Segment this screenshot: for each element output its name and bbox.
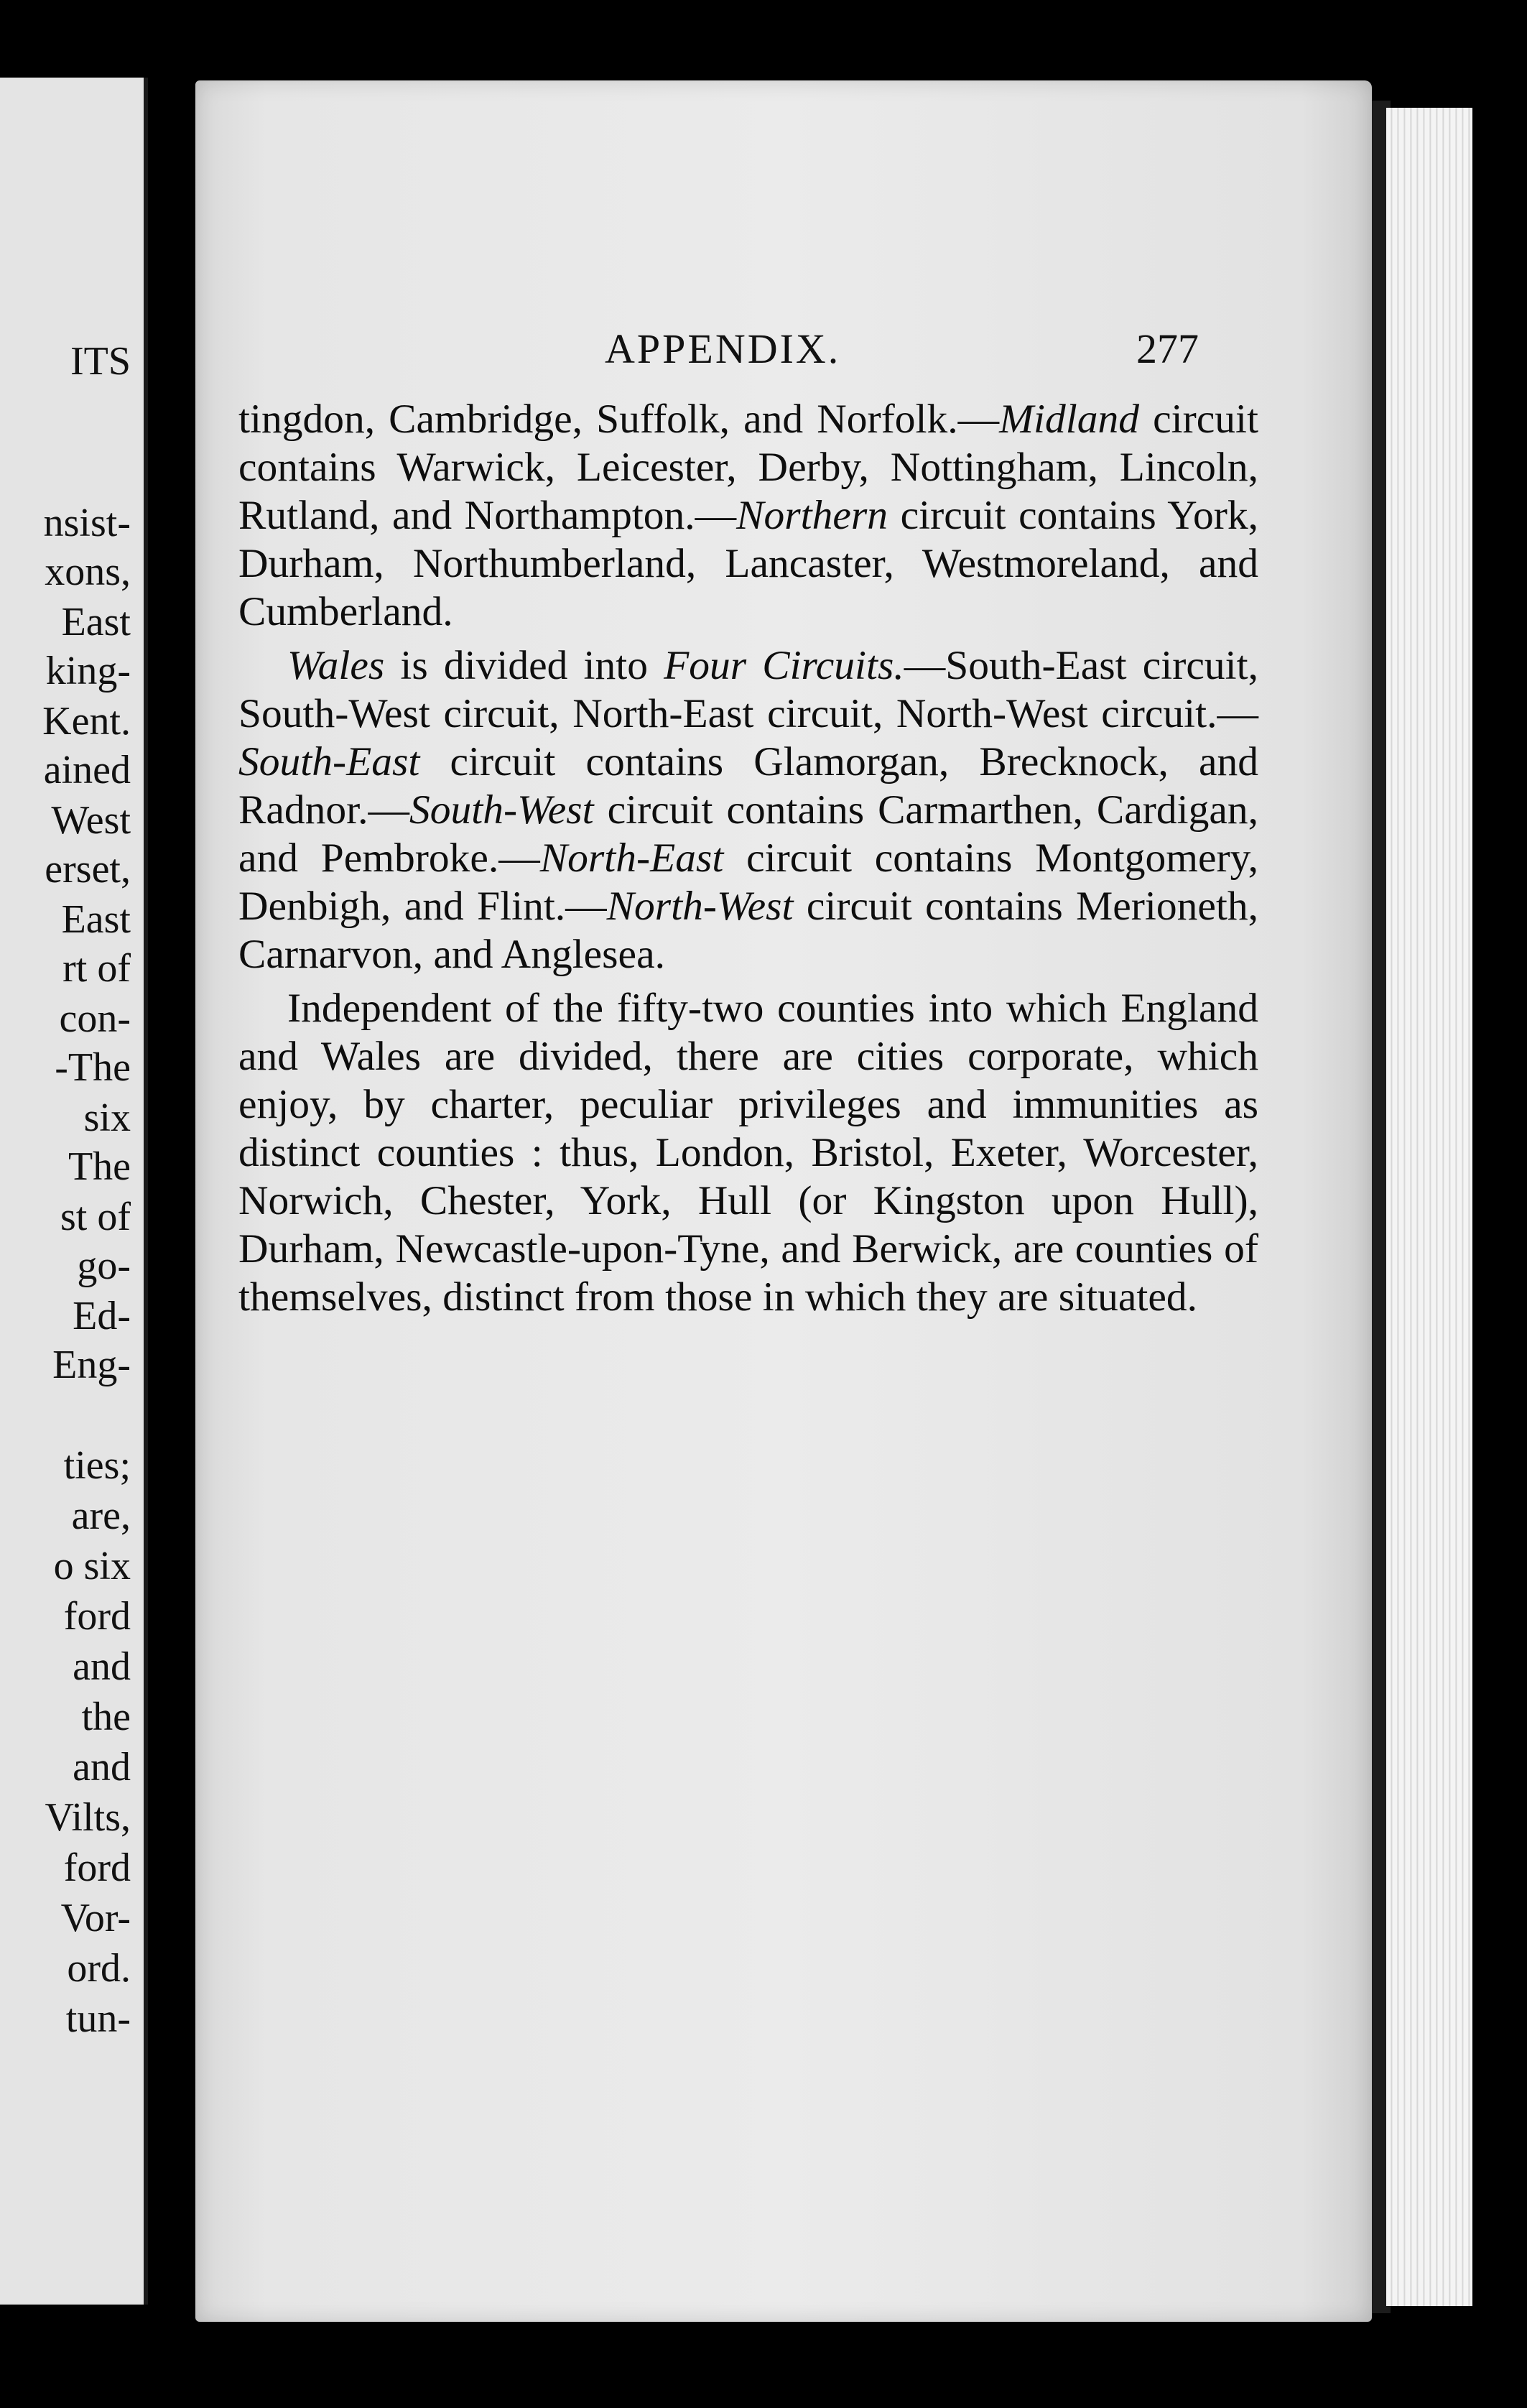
facing-page-line: con- <box>59 996 131 1041</box>
running-head <box>195 325 1372 382</box>
text-run: Independent of the fifty-two counties into which England and Wales are divided, there are cities corporate, which enjoy, by charter, peculiar privileges and immunities as distinct counties : thus, London, Bristol, Exeter, Worcester, Norwich, Chester, York, Hull (or Kingston upon Hull), Durham, Newcastle-upon-Tyne, and Berwick, are counties of themselves, distinct from those in which they are situated. <box>238 986 1258 1320</box>
italic-text: North-East <box>539 835 724 881</box>
facing-page-line: nsist- <box>43 501 131 545</box>
facing-page-line: are, <box>71 1494 131 1538</box>
facing-page-line: ford <box>63 1846 131 1890</box>
paragraph <box>238 642 1258 978</box>
facing-page-line: six <box>83 1096 131 1140</box>
text-run: circuit contains Glamorgan, Brecknock, and Radnor.— <box>238 739 1258 833</box>
facing-page-line: Vor- <box>60 1896 131 1940</box>
facing-page-line: Ed- <box>73 1294 131 1338</box>
facing-page-line: ord. <box>67 1946 131 1991</box>
text-run: is divided into <box>384 643 664 688</box>
book-page <box>195 80 1372 2322</box>
italic-text: Midland <box>999 397 1140 442</box>
facing-page-line: East <box>61 600 131 644</box>
page-number: 277 <box>1136 325 1199 372</box>
running-head-title: APPENDIX. <box>605 325 841 372</box>
facing-page-line: ties; <box>63 1443 131 1488</box>
facing-page-line: ained <box>43 748 131 792</box>
italic-text: Wales <box>287 643 385 688</box>
facing-page-line: ford <box>63 1594 131 1639</box>
facing-page-line: West <box>51 798 131 843</box>
facing-page-line: xons, <box>45 550 131 594</box>
facing-page-line: rt of <box>62 946 131 991</box>
text-run: circuit contains Carmarthen, Cardigan, and Pembroke.— <box>238 787 1258 881</box>
italic-text: South-West <box>409 787 594 833</box>
book-page-edges <box>1386 108 1472 2306</box>
text-run: tingdon, Cambridge, Suffolk, and Norfolk.— <box>238 397 1000 442</box>
paragraph <box>238 984 1258 1321</box>
italic-text: Four Circuits. <box>664 643 904 688</box>
facing-page-line: Eng- <box>52 1343 131 1387</box>
facing-page-line: Vilts, <box>45 1795 131 1840</box>
facing-page-line: erset, <box>45 847 131 892</box>
facing-page-line: ITS <box>70 339 131 384</box>
body-text <box>238 395 1258 1327</box>
italic-text: North-West <box>606 884 794 929</box>
facing-page-line: tun- <box>65 1996 131 2041</box>
text-run: circuit contains Warwick, Leicester, Derby, Nottingham, Lincoln, Rutland, and Northampton.— <box>238 397 1258 538</box>
text-run: circuit contains Merioneth, Carnarvon, and Anglesea. <box>238 884 1258 977</box>
facing-page-line: the <box>81 1695 131 1739</box>
facing-page-line: king- <box>45 649 131 693</box>
facing-page-line: go- <box>77 1244 131 1288</box>
facing-page-line: -The <box>55 1045 131 1090</box>
facing-page-line: st of <box>60 1195 131 1239</box>
facing-page-fragment <box>0 78 148 2305</box>
facing-page-line: o six <box>53 1544 131 1588</box>
facing-page-line: and <box>73 1644 131 1689</box>
facing-page-line: and <box>73 1745 131 1789</box>
facing-page-line: East <box>61 897 131 942</box>
text-run: circuit contains York, Durham, Northumberland, Lancaster, Westmoreland, and Cumberland. <box>238 493 1258 634</box>
text-run: circuit contains Montgomery, Denbigh, and Flint.— <box>238 835 1258 929</box>
facing-page-line: Kent. <box>42 699 131 744</box>
italic-text: Northern <box>736 493 888 538</box>
paragraph <box>238 395 1258 636</box>
facing-page-line: The <box>68 1144 131 1189</box>
italic-text: South-East <box>238 739 420 784</box>
text-run: —South-East circuit, South-West circuit, North-East circuit, North-West circuit.— <box>238 643 1258 736</box>
